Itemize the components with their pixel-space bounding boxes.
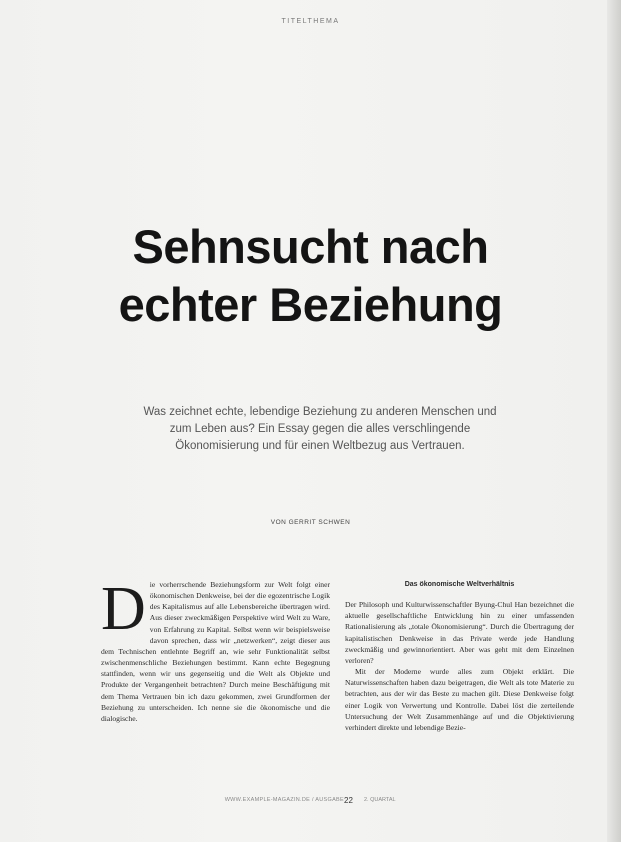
body-paragraph: Mit der Moderne wurde alles zum Objekt erklärt. Die Naturwissenschaften haben dazu beigetragen, die Welt als tote Materie zu betrachten, aus der wir das Beste zu machen gilt. Diese Denkweise folgt einer Logik von Verwertung und Kontrolle. Dabei löst die zerteilende Untersuchung der Welt Zusammenhänge auf und die Objektivierung verhindert direkte und lebendige Bezie- — [345, 667, 574, 732]
text-column-right — [345, 579, 574, 733]
article-title-line-2: echter Beziehung — [118, 278, 503, 331]
footer-issue: 2. QUARTAL — [364, 797, 396, 803]
article-lead: Was zeichnet echte, lebendige Beziehung zu anderen Menschen und zum Leben aus? Ein Essay gegen die alles verschlingende Ökonomisierung und für einen Weltbezug aus Vertrauen. — [143, 406, 497, 452]
section-kicker: TITELTHEMA — [281, 18, 340, 25]
section-subheading: Das ökonomische Weltverhältnis — [404, 581, 515, 588]
page-spine-shadow — [607, 0, 621, 842]
article-byline: VON GERRIT SCHWEN — [270, 519, 351, 526]
page-number: 22 — [344, 796, 353, 805]
footer-publication: WWW.EXAMPLE-MAGAZIN.DE / AUSGABE — [224, 797, 344, 803]
body-paragraph: Der Philosoph und Kulturwissenschaftler Byung-Chul Han bezeichnet die aktuelle gesellschaftliche Entwicklung hin zu einer umfassenden Rationalisierung als „totale Ökonomisierung“. Durch die Übertragung der kapitalistischen Denkweise in das Private werde jede Handlung zweckmäßig und gewinnorientiert. Aber was geht mit dem Einzelnen verloren? — [345, 600, 574, 665]
body-paragraph: ie vorherrschende Beziehungsform zur Welt folgt einer ökonomischen Denkweise, bei der die egozentrische Logik des Kapitalismus auf alle Lebensbereiche übertragen wird. Aus dieser zweckmäßigen Perspektive wird Welt zu Ware, von Erfahrung zu Kapital. Selbst wenn wir beispielsweise davon sprechen, dass wir „netzwerken“, zeigt dieser aus dem Technischen entlehnte Begriff an, wie sehr Funktionalität selbst zwischenmenschliche Beziehungen bestimmt. Kann echte Begegnung stattfinden, wenn wir uns gegenseitig und die Welt als Objekte und Produkte der Vergangenheit betrachten? Durch meine Beschäftigung mit dem Thema Vertrauen bin ich dazu gekommen, zwei Grundformen der Beziehung zu unterscheiden. Ich nenne sie die ökonomische und die dialogische. — [101, 580, 330, 723]
text-column-left — [101, 575, 330, 724]
article-title-line-1: Sehnsucht nach — [132, 220, 489, 273]
drop-cap: D — [101, 575, 146, 643]
article-title — [0, 218, 621, 334]
